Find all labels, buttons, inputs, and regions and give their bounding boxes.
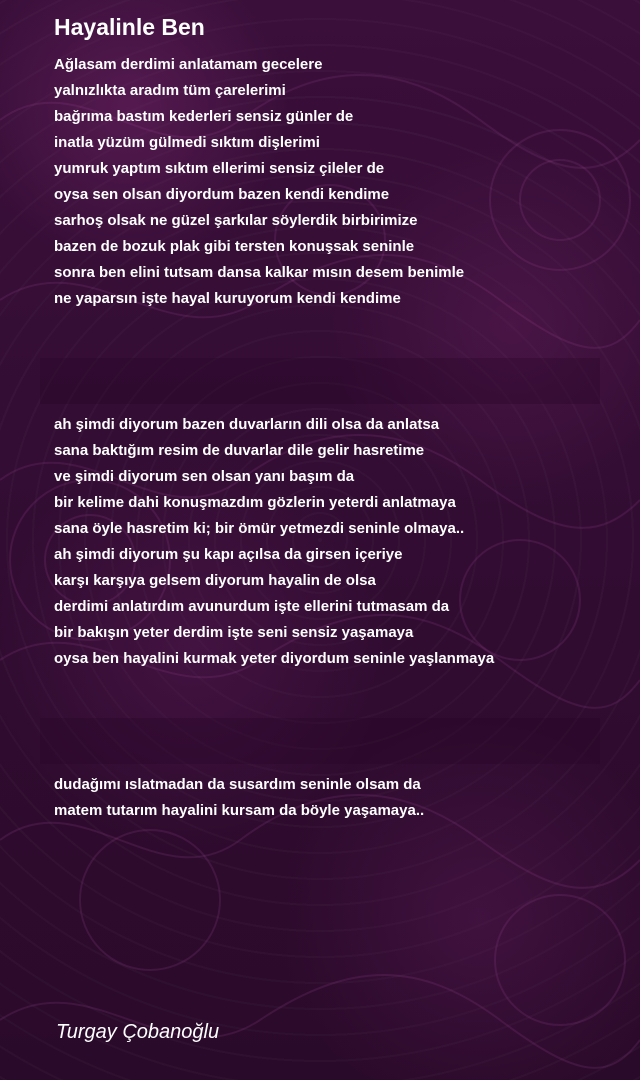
poem-line: sana öyle hasretim ki; bir ömür yetmezdi seninle olmaya.. xyxy=(54,520,465,537)
poem-line: ve şimdi diyorum sen olsan yanı başım da xyxy=(54,468,355,485)
poem-line: bir kelime dahi konuşmazdım gözlerin yeterdi anlatmaya xyxy=(54,494,456,511)
poem-title: Hayalinle Ben xyxy=(54,14,205,40)
stanza-2 xyxy=(54,412,494,672)
poem-line: matem tutarım hayalini kursam da böyle yaşamaya.. xyxy=(54,802,425,819)
poem-line: karşı karşıya gelsem diyorum hayalin de olsa xyxy=(54,572,376,589)
poem-line: sonra ben elini tutsam dansa kalkar mısın desem benimle xyxy=(54,264,465,281)
poem-line: ah şimdi diyorum bazen duvarların dili olsa da anlatsa xyxy=(54,416,440,433)
poem-line: yumruk yaptım sıktım ellerimi sensiz çileler de xyxy=(54,160,385,177)
poem-line: sana baktığım resim de duvarlar dile gelir hasretime xyxy=(54,442,425,459)
stanza-3 xyxy=(54,772,424,824)
poem-line: bağrıma bastım kederleri sensiz günler de xyxy=(54,108,354,125)
stanza-separator xyxy=(40,718,600,764)
poem-line: Ağlasam derdimi anlatamam gecelere xyxy=(54,56,323,73)
poem-line: oysa ben hayalini kurmak yeter diyordum seninle yaşlanmaya xyxy=(54,650,495,667)
poem-line: oysa sen olsan diyordum bazen kendi kendime xyxy=(54,186,390,203)
poem-line: yalnızlıkta aradım tüm çarelerimi xyxy=(54,82,286,99)
poem-line: ah şimdi diyorum şu kapı açılsa da girsen içeriye xyxy=(54,546,403,563)
poem-line: dudağımı ıslatmadan da susardım seninle olsam da xyxy=(54,776,421,793)
poem-line: sarhoş olsak ne güzel şarkılar söylerdik birbirimize xyxy=(54,212,418,229)
poem-line: inatla yüzüm gülmedi sıktım dişlerimi xyxy=(54,134,320,151)
poem-line: derdimi anlatırdım avunurdum işte ellerini tutmasam da xyxy=(54,598,450,615)
stanza-separator xyxy=(40,358,600,404)
poem-line: ne yaparsın işte hayal kuruyorum kendi kendime xyxy=(54,290,401,307)
poem-line: bir bakışın yeter derdim işte seni sensiz yaşamaya xyxy=(54,624,414,641)
stanza-1 xyxy=(54,52,464,312)
poem-line: bazen de bozuk plak gibi tersten konuşsak seninle xyxy=(54,238,415,255)
poem-author: Turgay Çobanoğlu xyxy=(56,1021,220,1043)
